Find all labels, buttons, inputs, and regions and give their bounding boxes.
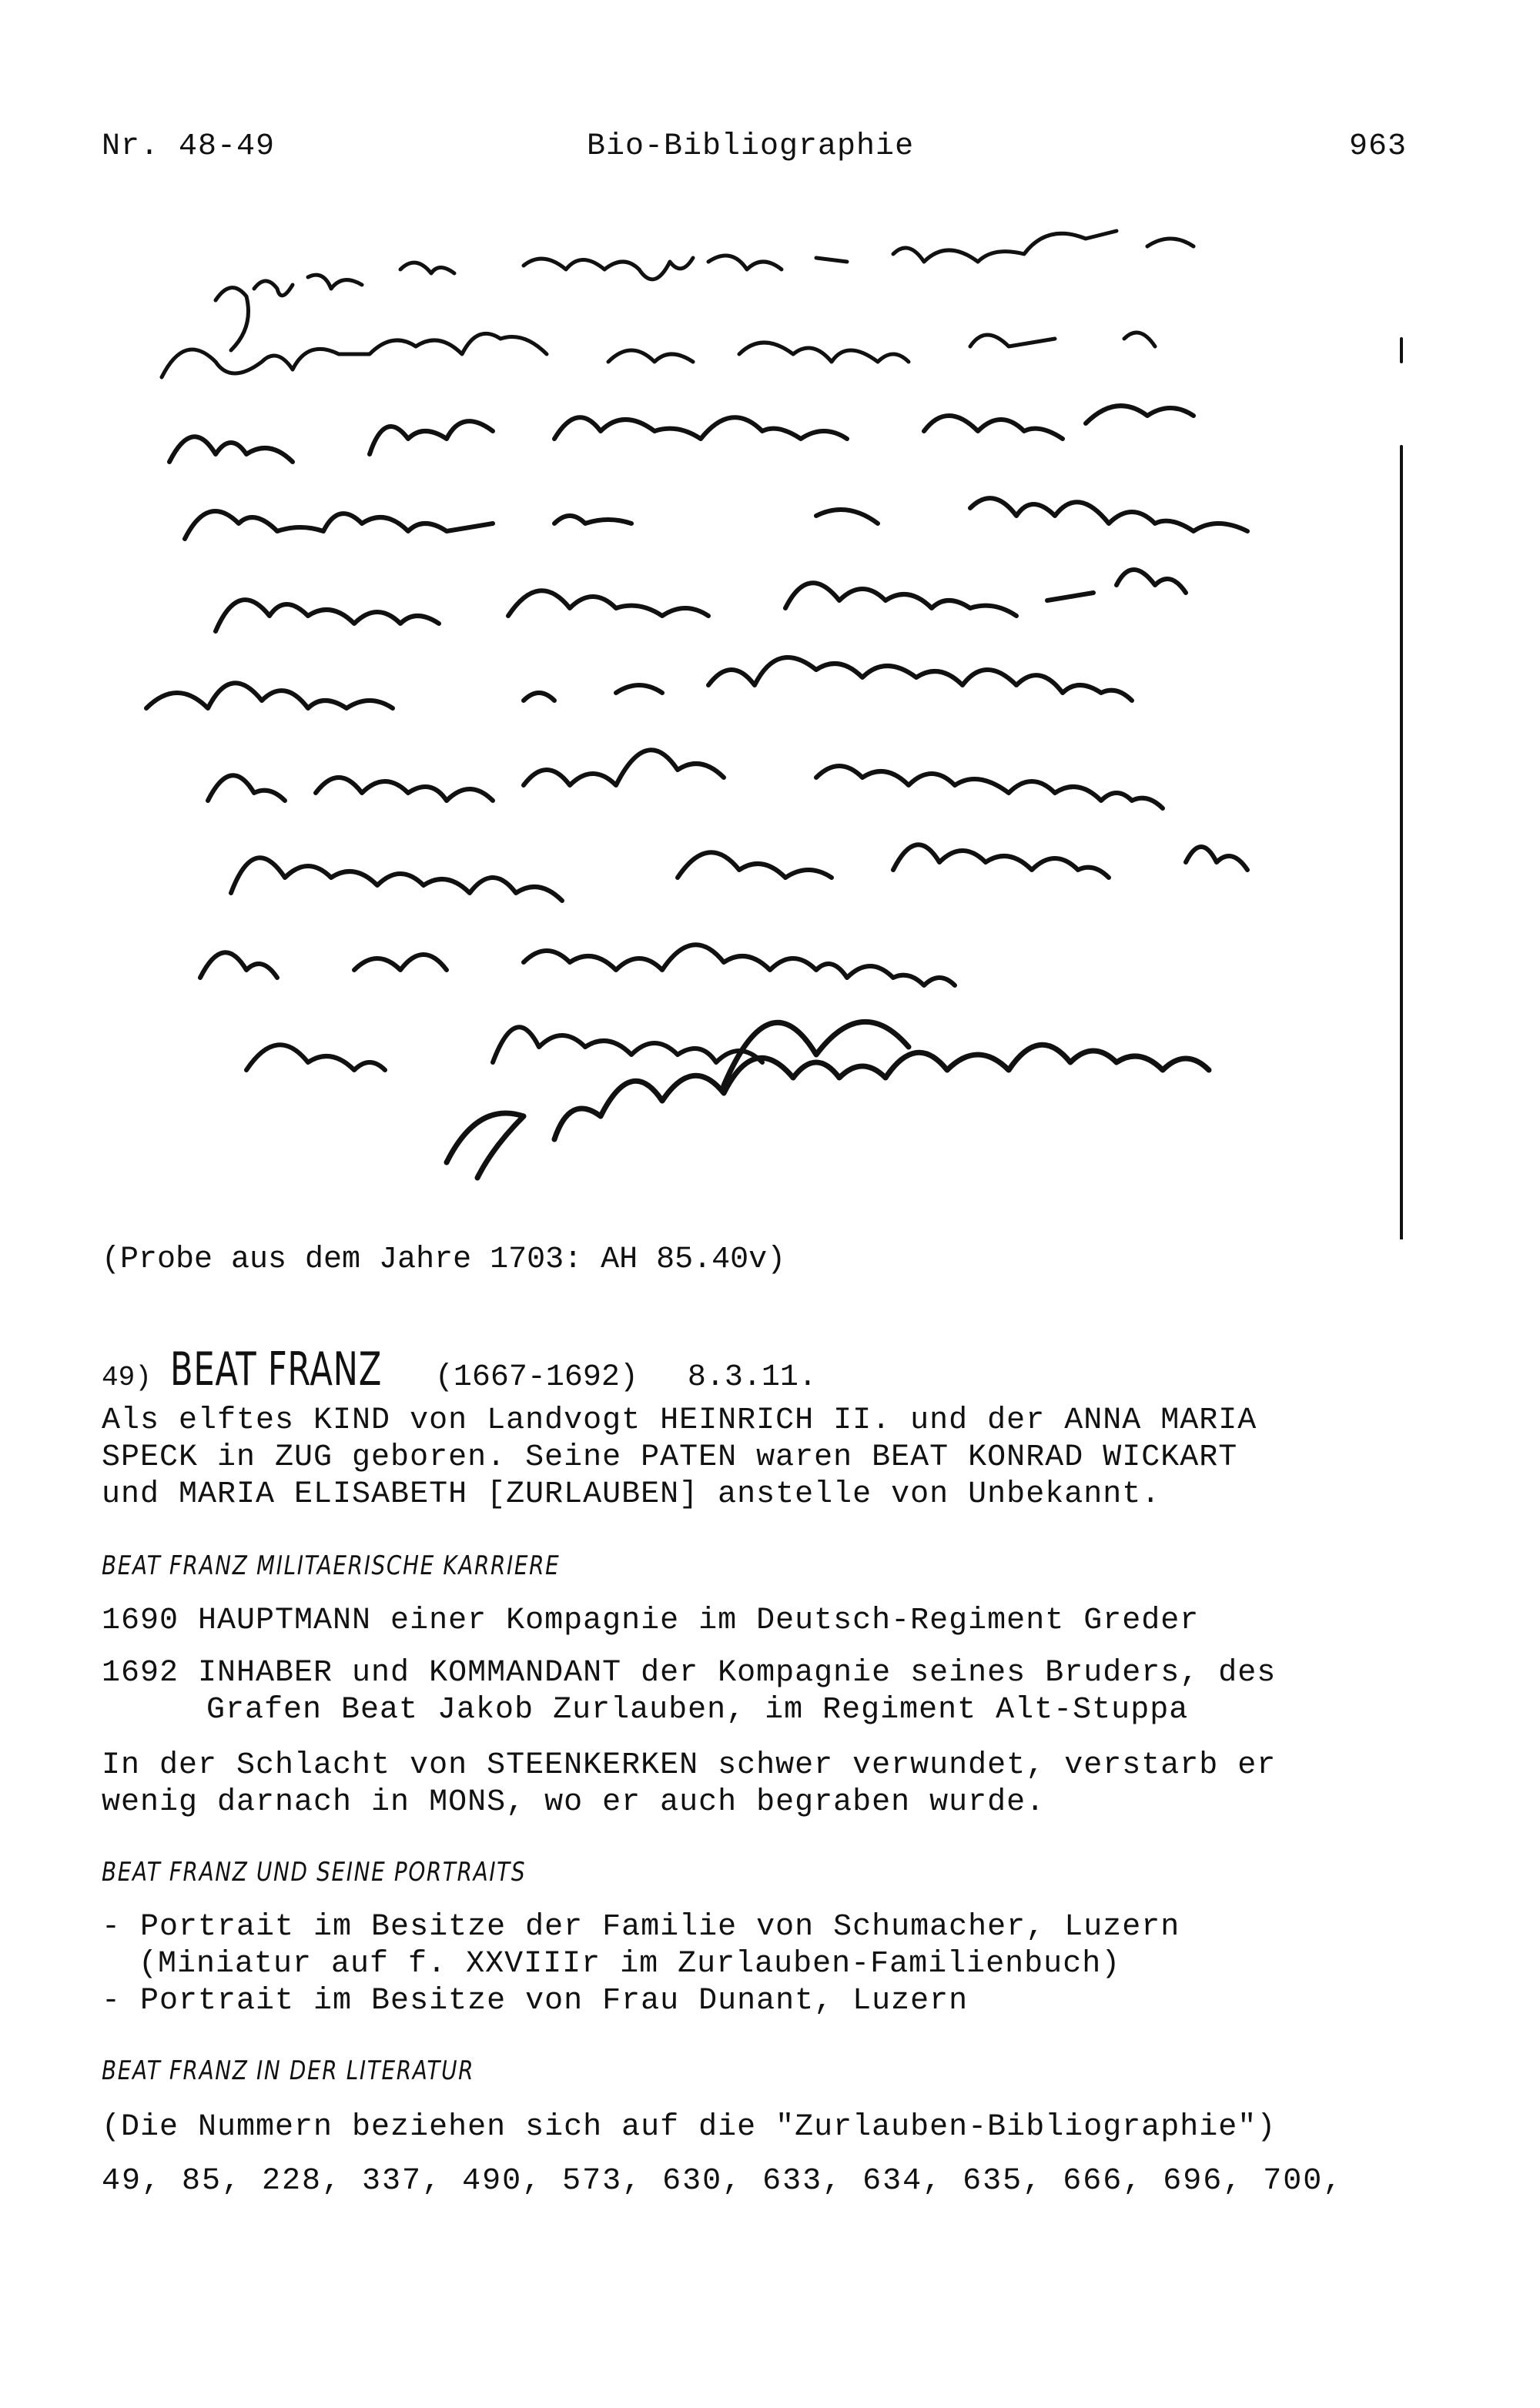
portrait-item-note: (Miniatur auf f. XXVIIIr im Zurlauben-Familienbuch) [139,1947,1121,1982]
header-left: Nr. 48-49 [102,129,276,164]
military-item-2-line: Grafen Beat Jakob Zurlauben, im Regiment Alt-Stuppa [206,1693,1189,1727]
military-item-2 [102,1655,1276,1729]
portrait-item: - Portrait im Besitze von Frau Dunant, Luzern [102,1984,969,2018]
handwritten-manuscript-image [123,216,1417,1239]
image-caption: (Probe aus dem Jahre 1703: AH 85.40v) [102,1242,786,1277]
literature-numbers: 49, 85, 228, 337, 490, 573, 630, 633, 634, 635, 666, 696, 700, [102,2164,1344,2199]
literature-note: (Die Nummern beziehen sich auf die "Zurlauben-Bibliographie") [102,2110,1277,2145]
intro-line: und MARIA ELISABETH [ZURLAUBEN] anstelle von Unbekannt. [102,1477,1161,1512]
entry-ref: 8.3.11. [687,1360,817,1395]
death-line: In der Schlacht von STEENKERKEN schwer verwundet, verstarb er [102,1748,1277,1783]
entry-years: (1667-1692) [434,1360,638,1395]
entry-name: BEAT FRANZ [169,1343,382,1396]
intro-line: Als elftes KIND von Landvogt HEINRICH II. und der ANNA MARIA [102,1403,1257,1438]
intro-line: SPECK in ZUG geboren. Seine PATEN waren BEAT KONRAD WICKART [102,1440,1238,1475]
military-item-1: 1690 HAUPTMANN einer Kompagnie im Deutsch-Regiment Greder [102,1604,1200,1638]
death-line: wenig darnach in MONS, wo er auch begraben wurde. [102,1785,1046,1820]
section-heading-military: BEAT FRANZ MILITAERISCHE KARRIERE [102,1550,561,1581]
portraits-list [102,1909,1180,2020]
header-title: Bio-Bibliographie [587,129,915,164]
death-paragraph [102,1747,1276,1821]
page-number: 963 [1349,129,1408,164]
entry-number: 49) [102,1362,152,1393]
section-heading-literature: BEAT FRANZ IN DER LITERATUR [102,2055,475,2086]
military-item-2-line: 1692 INHABER und KOMMANDANT der Kompagnie seines Bruders, des [102,1656,1277,1691]
intro-paragraph [102,1403,1257,1513]
entry-header [102,1343,817,1396]
section-heading-portraits: BEAT FRANZ UND SEINE PORTRAITS [102,1857,527,1888]
portrait-item: - Portrait im Besitze der Familie von Schumacher, Luzern [102,1910,1180,1945]
